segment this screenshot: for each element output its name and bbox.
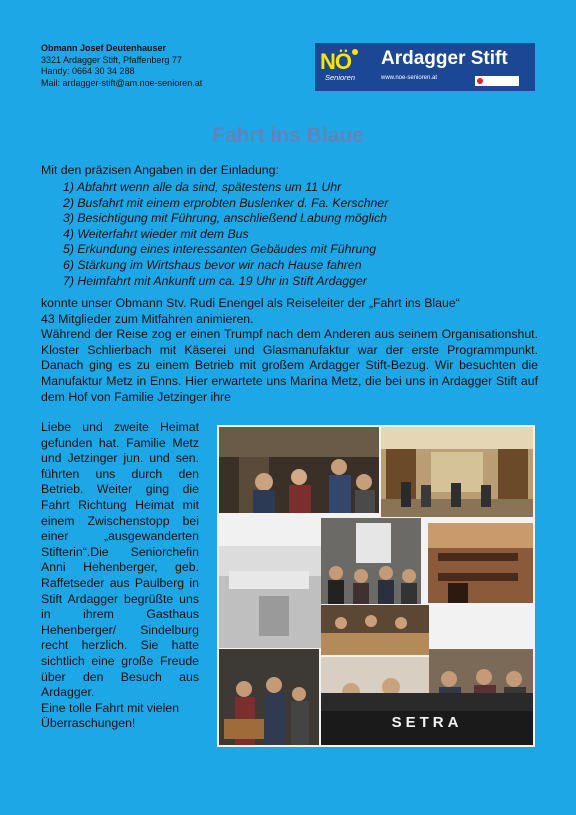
intro-text: Mit den präzisen Angaben in der Einladung:: [41, 163, 279, 177]
photo-group-hall: [219, 427, 379, 513]
column-paragraph: Liebe und zweite Heimat gefunden hat. Familie Metz und Jetzinger jun. und sen. führten uns durch den Betrieb. Weiter ging die Fahrt Richtung Heimat mit einem Zwischenstopp bei einer „ausgewanderten Stifterin“.Die Seniorchefin Anni Hehenberger, geb. Raffetseder aus Paulberg in Stift Ardagger begrüßte uns in ihrem Gasthaus Hehenberger/ Sindelburg recht herzlich. Sie hatte sichtlich eine große Freude über den Besuch aus Ardagger.: [41, 420, 199, 700]
photo-bus: [321, 693, 533, 745]
photo-wine-cellar: [428, 523, 533, 603]
logo-star-icon: [349, 46, 361, 58]
list-item: 3) Besichtigung mit Führung, anschließend Labung möglich: [63, 211, 388, 226]
after-list-line: 43 Mitglieder zum Mitfahren animieren.: [41, 311, 254, 326]
logo-senioren-text: Senioren: [325, 73, 356, 82]
contact-name: Obmann Josef Deutenhauser: [41, 43, 167, 53]
bus-brand-label: SETRA: [391, 714, 463, 731]
list-item: 2) Busfahrt mit einem erprobten Buslenker d. Fa. Kerschner: [63, 195, 389, 210]
contact-address: 3321 Ardagger Stift, Pfaffenberg 77: [41, 54, 182, 65]
photo-fruit-cart: [219, 649, 319, 745]
contact-header: [41, 43, 202, 89]
list-item: 4) Weiterfahrt wieder mit dem Bus: [63, 226, 249, 241]
list-item: 1) Abfahrt wenn alle da sind, spätestens um 11 Uhr: [63, 180, 342, 194]
logo-noe-text: NÖ: [320, 49, 351, 74]
photo-tasting-table: [321, 605, 429, 655]
logo-brand: Ardagger Stift: [381, 48, 508, 69]
list-item: 7) Heimfahrt mit Ankunft um ca. 19 Uhr in Stift Ardagger: [63, 273, 367, 288]
contact-mail: Mail: ardagger-stift@am.noe-senioren.at: [41, 77, 203, 88]
after-list-text: [41, 296, 538, 405]
closing-text: Eine tolle Fahrt mit vielen Überraschungen!: [41, 700, 180, 731]
photo-library: [381, 427, 533, 517]
logo-url: www.noe-senioren.at: [381, 75, 438, 81]
body-paragraph: Während der Reise zog er einen Trumpf nach dem Anderen aus seinem Organisationshut. Kloster Schlierbach mit Käserei und Glasmanufaktur war der erste Programmpunkt. Danach ging es zu einem Betrieb mit großem Ardagger Stift-Bezug. Wir besuchten die Manufaktur Metz in Enns. Hier erwartete uns Marina Metz, die bei uns in Ardagger Stift auf dem Hof von Familie Jetzinger ihre: [41, 327, 538, 404]
noe-senioren-logo: [315, 43, 535, 91]
photo-group-window: [321, 518, 421, 604]
left-column-text: [41, 420, 199, 732]
list-item: 5) Erkundung eines interessanten Gebäudes mit Führung: [63, 242, 377, 257]
page-title: Fahrt ins Blaue: [212, 124, 364, 147]
photo-workshop: [219, 516, 321, 648]
after-list-line: konnte unser Obmann Stv. Rudi Enengel als Reiseleiter der „Fahrt ins Blaue“: [41, 296, 460, 310]
program-list: [63, 180, 388, 289]
contact-phone: Handy: 0664 30 34 288: [41, 66, 135, 76]
list-item: 6) Stärkung im Wirtshaus bevor wir nach Hause fahren: [63, 257, 362, 272]
logo-sponsor-strip: [475, 76, 519, 86]
photo-collage: [217, 425, 535, 747]
